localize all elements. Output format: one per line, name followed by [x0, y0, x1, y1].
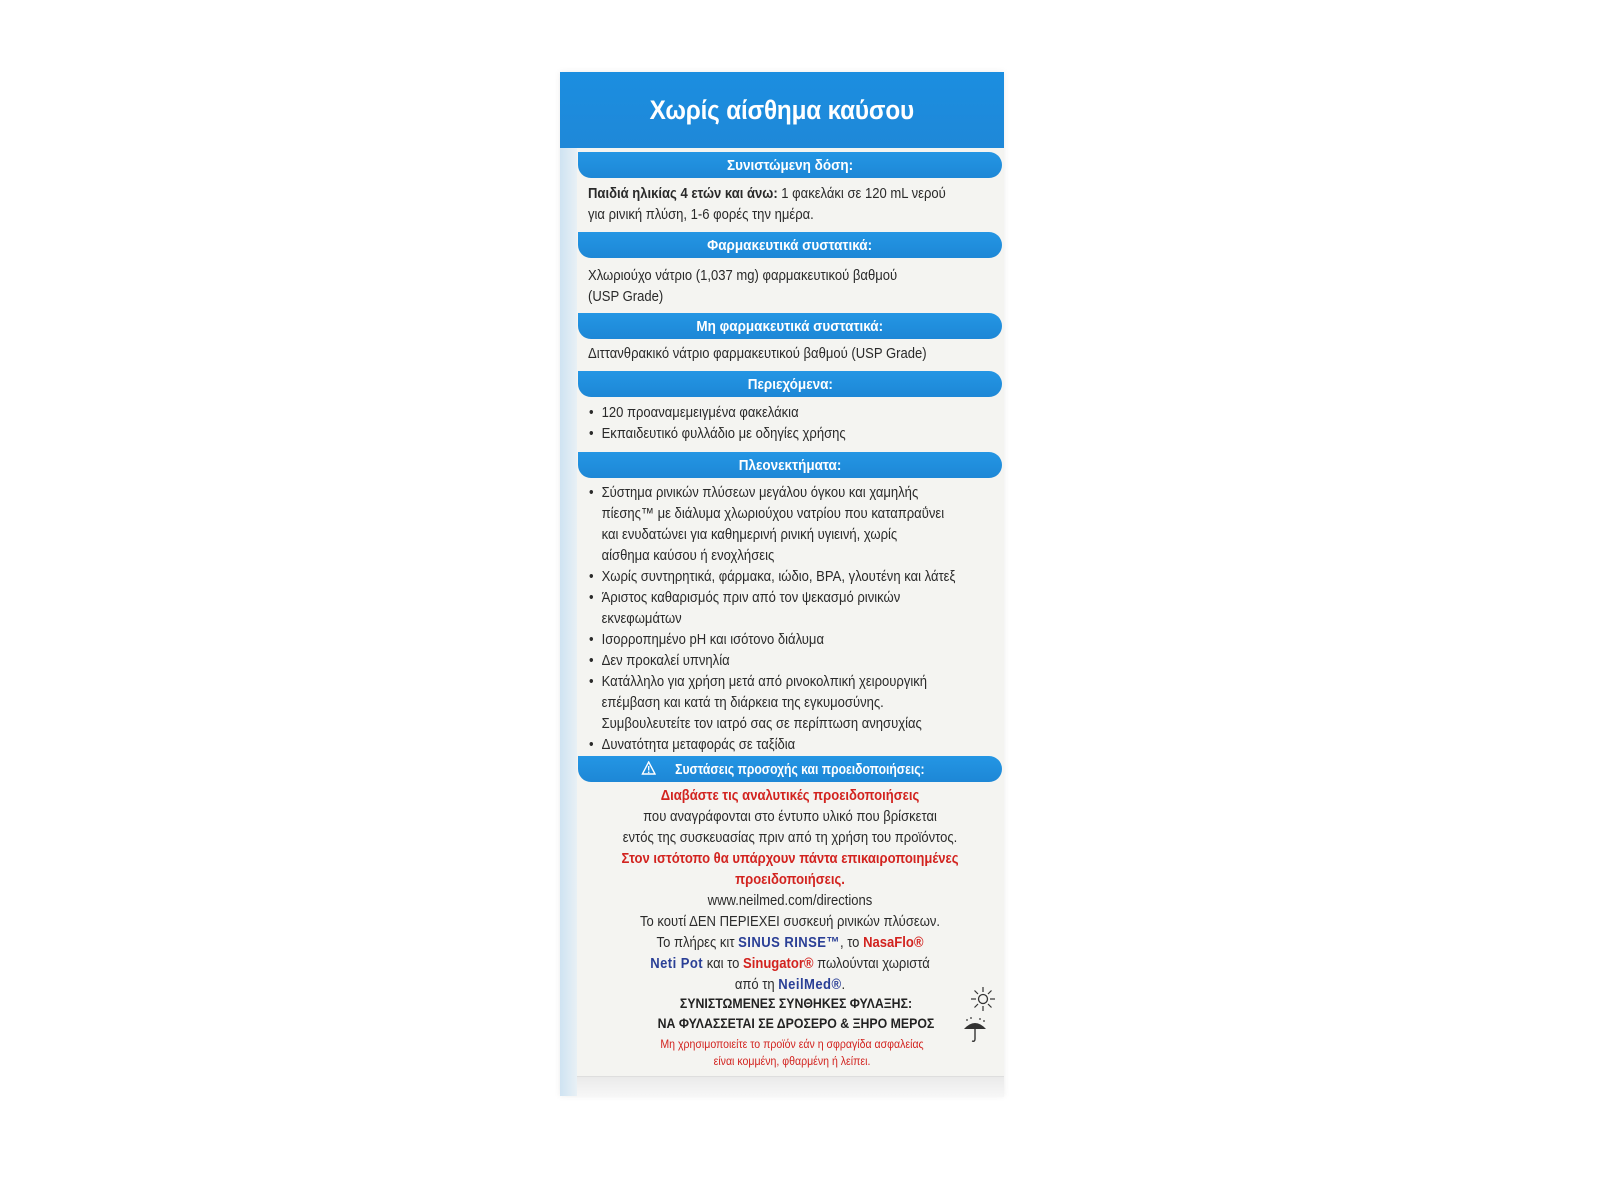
brand-nasaflo: NasaFlo®: [863, 935, 924, 951]
directions-url: www.neilmed.com/directions: [707, 893, 873, 909]
list-item: • Σύστημα ρινικών πλύσεων μεγάλου όγκου και χαμηλής πίεσης™ με διάλυμα χλωριούχου νατρίου που καταπραΰνει και ενυδατώνει για καθημερινή ρινική υγιεινή, χωρίς αίσθημα καύσου ή ενοχλήσεις: [589, 485, 945, 564]
brand-sinus-rinse: SINUS RINSE™: [738, 935, 840, 951]
dose-line-2: για ρινική πλύση, 1-6 φορές την ημέρα.: [588, 207, 814, 223]
storage-conditions: [620, 993, 972, 1033]
active-ingredient-line-2: (USP Grade): [588, 289, 664, 305]
title-banner: [560, 72, 1004, 148]
dose-age-lead: Παιδιά ηλικίας 4 ετών και άνω:: [588, 186, 778, 202]
warnings-heading-wrap: [642, 761, 939, 778]
contents-heading-bar: [578, 371, 1002, 397]
inactive-ingredient-line: Διττανθρακικό νάτριο φαρμακευτικού βαθμού (USP Grade): [588, 346, 927, 362]
list-item: • Χωρίς συντηρητικά, φάρμακα, ιώδιο, BPA, γλουτένη και λάτεξ: [589, 569, 956, 585]
seal-line-2: είναι κομμένη, φθαρμένη ή λείπει.: [713, 1054, 871, 1068]
brand-sinugator: Sinugator®: [743, 956, 814, 972]
list-item: • Δυνατότητα μεταφοράς σε ταξίδια: [589, 737, 796, 753]
seal-line-1: Μη χρησιμοποιείτε το προϊόν εάν η σφραγίδα ασφαλείας: [660, 1037, 924, 1051]
benefits-heading: Πλεονεκτήματα:: [738, 456, 842, 474]
inactive-ingredients-heading: Μη φαρμακευτικά συστατικά:: [696, 317, 884, 335]
box-bottom-fold: [577, 1076, 1004, 1097]
brand-neti-pot: Neti Pot: [650, 956, 704, 972]
warnings-heading-bar: [578, 756, 1002, 782]
list-item: • Ισορροπημένο pH και ισότονο διάλυμα: [589, 632, 824, 648]
contents-list: [589, 403, 846, 445]
kit-line-1: Το πλήρες κιτ SINUS RINSE™, το NasaFlo®: [656, 935, 924, 951]
warnings-heading: Συστάσεις προσοχής και προειδοποιήσεις:: [675, 760, 925, 778]
warning-line-3: εντός της συσκευασίας πριν από τη χρήση του προϊόντος.: [622, 830, 958, 846]
warning-red-line-5: προειδοποιήσεις.: [735, 872, 845, 888]
list-item: • 120 προαναμεμειγμένα φακελάκια: [589, 405, 799, 421]
dose-heading-bar: [578, 152, 1002, 178]
warning-line-2: που αναγράφονται στο έντυπο υλικό που βρίσκεται: [643, 809, 937, 825]
list-item: • Κατάλληλο για χρήση μετά από ρινοκολπική χειρουργική επέμβαση και κατά τη διάρκεια της εγκυμοσύνης. Συμβουλευτείτε τον ιατρό σας σε περίπτωση ανησυχίας: [589, 674, 928, 732]
dose-line-1: [588, 184, 946, 205]
dose-heading: Συνιστώμενη δόση:: [726, 156, 854, 174]
warning-red-line-1: Διαβάστε τις αναλυτικές προειδοποιήσεις: [660, 788, 920, 804]
list-item: • Άριστος καθαρισμός πριν από τον ψεκασμό ρινικών εκνεφωμάτων: [589, 590, 901, 627]
active-ingredients-heading: Φαρμακευτικά συστατικά:: [707, 236, 873, 254]
warning-red-line-4: Στον ιστότοπο θα υπάρχουν πάντα επικαιροποιημένες: [621, 851, 959, 867]
contents-heading: Περιεχόμενα:: [747, 375, 833, 393]
active-ingredients-heading-bar: [578, 232, 1002, 258]
storage-line-1: ΣΥΝΙΣΤΩΜΕΝΕΣ ΣΥΝΘΗΚΕΣ ΦΥΛΑΞΗΣ:: [679, 995, 913, 1011]
box-side-edge: [560, 72, 577, 1096]
warning-triangle-icon: [642, 761, 656, 775]
benefits-heading-bar: [578, 452, 1002, 478]
panel-title: Χωρίς αίσθημα καύσου: [649, 94, 915, 125]
dose-amount: 1 φακελάκι σε 120 mL νερού: [777, 186, 946, 202]
kit-line-3: από τη NeilMed®.: [734, 977, 846, 993]
kit-line-2: Neti Pot και το Sinugator® πωλούνται χωριστά: [650, 956, 930, 972]
warning-line-7: Το κουτί ΔΕΝ ΠΕΡΙΕΧΕΙ συσκευή ρινικών πλύσεων.: [639, 914, 941, 930]
storage-line-2: ΝΑ ΦΥΛΑΣΣΕΤΑΙ ΣΕ ΔΡΟΣΕΡΟ & ΞΗΡΟ ΜΕΡΟΣ: [657, 1015, 935, 1031]
warnings-text: [578, 786, 1002, 996]
benefits-list: [589, 483, 955, 756]
inactive-ingredients-heading-bar: [578, 313, 1002, 339]
brand-neilmed: NeilMed®: [778, 977, 842, 993]
list-item: • Εκπαιδευτικό φυλλάδιο με οδηγίες χρήσης: [589, 426, 846, 442]
keep-away-from-sunlight-icon: [970, 986, 996, 1012]
list-item: • Δεν προκαλεί υπνηλία: [589, 653, 730, 669]
seal-notice: [600, 1036, 984, 1070]
active-ingredient-line-1: Χλωριούχο νάτριο (1,037 mg) φαρμακευτικού βαθμού: [588, 268, 898, 284]
